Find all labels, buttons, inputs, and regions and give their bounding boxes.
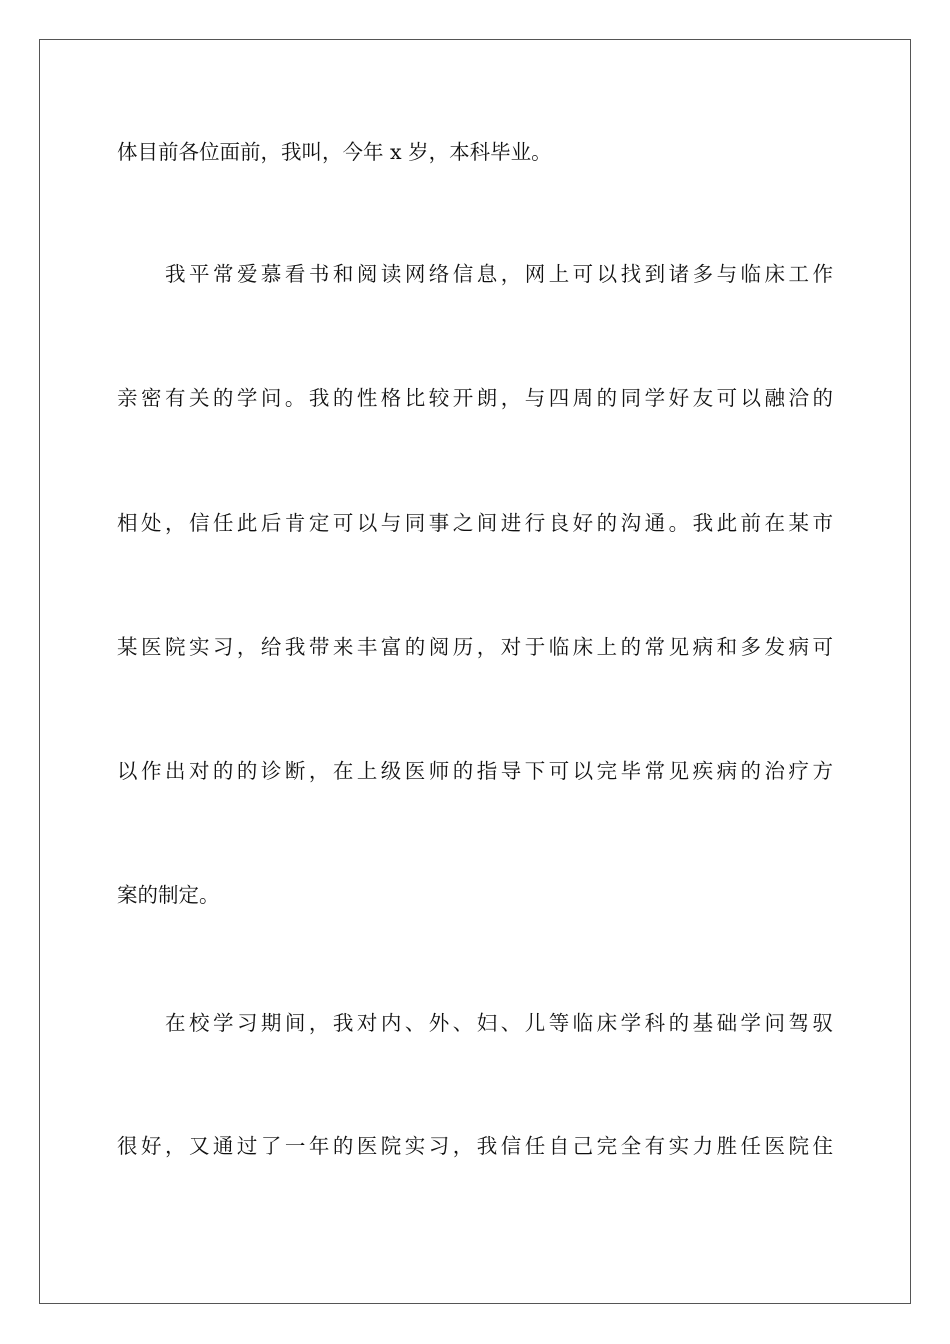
text-line: 体目前各位面前，我叫，今年 x 岁，本科毕业。 — [117, 140, 552, 164]
text-line: 亲密有关的学问。我的性格比较开朗，与四周的同学好友可以融洽的 — [117, 386, 833, 410]
text-line: 很好，又通过了一年的医院实习，我信任自己完全有实力胜任医院住 — [117, 1134, 833, 1158]
paragraph-first-line: 在校学习期间，我对内、外、妇、儿等临床学科的基础学问驾驭 — [165, 1011, 833, 1035]
text-line: 相处，信任此后肯定可以与同事之间进行良好的沟通。我此前在某市 — [117, 511, 833, 535]
text-line: 以作出对的的诊断，在上级医师的指导下可以完毕常见疾病的治疗方 — [117, 759, 833, 783]
page-border — [39, 39, 911, 1304]
paragraph-first-line: 我平常爱慕看书和阅读网络信息，网上可以找到诸多与临床工作 — [165, 262, 833, 286]
text-line: 某医院实习，给我带来丰富的阅历，对于临床上的常见病和多发病可 — [117, 635, 833, 659]
text-line: 案的制定。 — [117, 883, 220, 907]
